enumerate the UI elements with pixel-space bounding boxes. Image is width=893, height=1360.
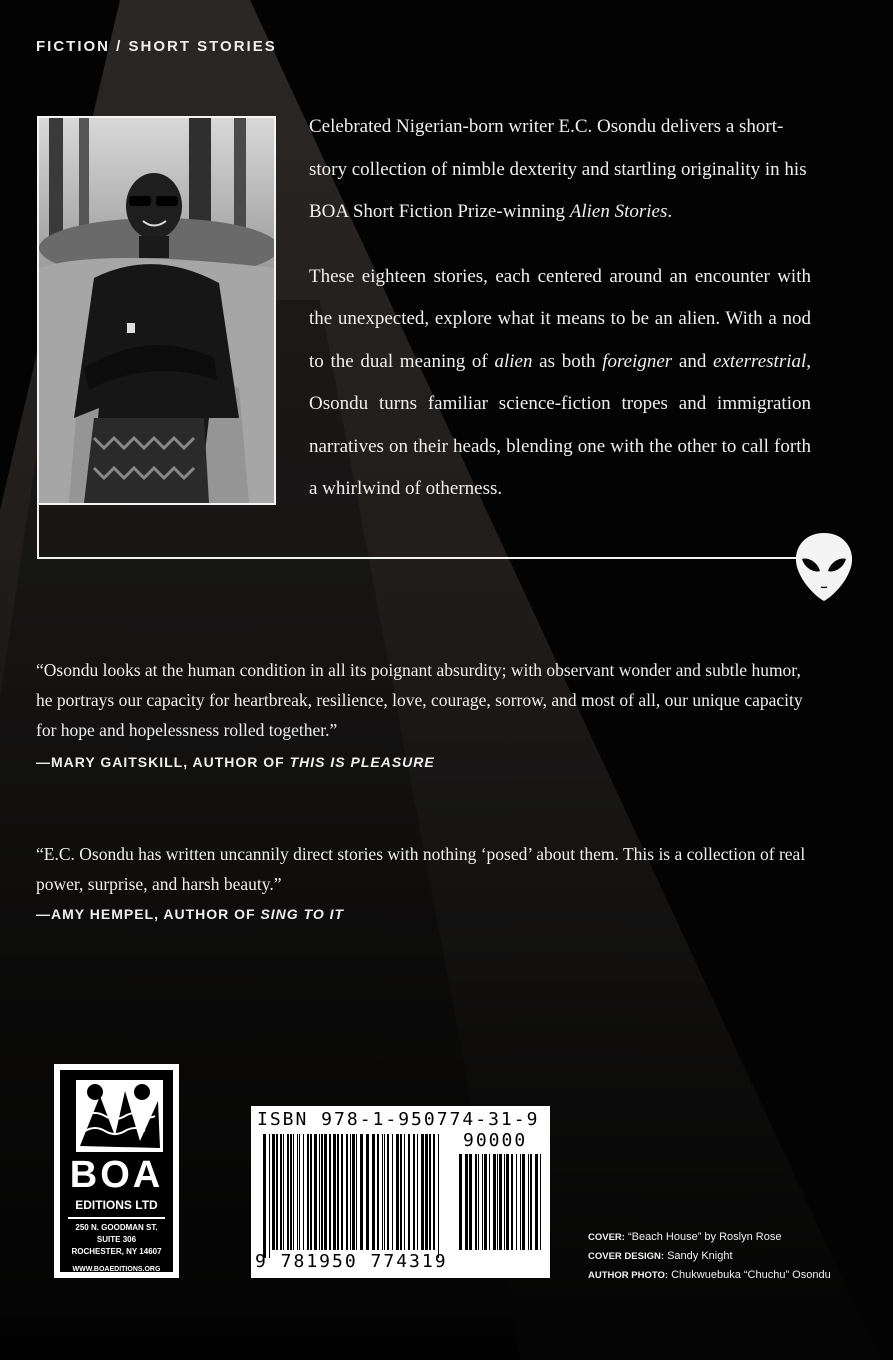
barcode-bar [392, 1134, 393, 1250]
horizontal-rule [37, 557, 797, 559]
description-paragraph-1: Celebrated Nigerian-born writer E.C. Osondu delivers a short-story collection of nimble dexterity and startling originality in his BOA Short Fiction Prize-winning Alien Stories. [309, 116, 807, 222]
barcode-bar [352, 1134, 355, 1250]
barcode-bar [319, 1134, 320, 1250]
publisher-woodcut-emblem [70, 1076, 169, 1156]
author-photo [37, 116, 276, 505]
publisher-divider [68, 1217, 165, 1219]
barcode-bar [310, 1134, 312, 1250]
barcode-bar [493, 1154, 496, 1250]
barcode-bar [377, 1134, 379, 1250]
barcode-bar [287, 1134, 289, 1250]
barcode-bar [425, 1134, 428, 1250]
barcode-bar [528, 1154, 529, 1250]
barcode-bar [293, 1134, 294, 1250]
barcode-bar [324, 1134, 327, 1250]
barcode-bar [366, 1134, 369, 1250]
barcode-bar [421, 1134, 424, 1250]
alien-head-icon [793, 531, 855, 603]
barcode-bar [329, 1134, 331, 1250]
barcode-number: 9 781950 774319 [255, 1251, 448, 1272]
barcode-bar [469, 1154, 472, 1250]
barcode-bar [478, 1154, 479, 1250]
credit-cover: COVER: “Beach House” by Roslyn Rose [588, 1231, 782, 1243]
barcode-bar [321, 1134, 323, 1250]
barcode-bar [489, 1154, 490, 1250]
publisher-name: BOA [69, 1154, 164, 1196]
barcode-bar [314, 1134, 317, 1250]
barcode-bar [276, 1134, 278, 1250]
blurb-quote-2: “E.C. Osondu has written uncannily direct stories with nothing ‘posed’ about them. This is a collection of real power, surprise, and harsh beauty.” [36, 844, 806, 894]
publisher-logo [54, 1064, 179, 1278]
barcode-bar [299, 1134, 300, 1250]
barcode-bar [459, 1154, 462, 1250]
barcode-bar [272, 1134, 275, 1250]
barcode-bar [384, 1134, 385, 1250]
barcode-bar [382, 1134, 383, 1250]
book-description [309, 106, 811, 533]
barcode-bar [506, 1154, 509, 1250]
barcode-bar [400, 1134, 402, 1250]
barcode-bar [540, 1154, 541, 1250]
credit-photo: AUTHOR PHOTO: Chukwuebuka “Chuchu” Osondu [588, 1269, 831, 1281]
price-code: 90000 [463, 1130, 528, 1151]
blurb-quote-1: “Osondu looks at the human condition in all its poignant absurdity; with observant wonder and subtle humor, he portrays our capacity for heartbreak, resilience, love, courage, sorrow, and most of all, our unique capacity for hope and hopelessness rolled together.” [36, 660, 803, 740]
publisher-subtitle: EDITIONS LTD [75, 1198, 158, 1212]
barcode-bar [504, 1154, 505, 1250]
barcode-bar [535, 1154, 538, 1250]
barcode-bar [290, 1134, 292, 1250]
barcode-bar [372, 1134, 375, 1250]
barcode-bar [350, 1134, 351, 1250]
barcode-bar [333, 1134, 336, 1250]
barcode-bar [303, 1134, 304, 1250]
barcode-bar [417, 1134, 418, 1250]
barcode-bar [499, 1154, 502, 1250]
description-paragraph-2: These eighteen stories, each centered around an encounter with the unexpected, explore what it means to be an alien. With a nod to the dual meaning of alien as both foreigner and exterrestrial, Osondu turns familiar science-fiction tropes and immigration narratives on their heads, blending one with the other to call forth a whirlwind of otherness. [309, 265, 812, 499]
barcode-bar [360, 1134, 363, 1250]
barcode-bar [408, 1134, 410, 1250]
publisher-address: 250 N. GOODMAN ST. SUITE 306 ROCHESTER, NY 14607 [71, 1223, 162, 1256]
barcode-bar [283, 1134, 284, 1250]
barcode-bar [522, 1154, 525, 1250]
cover-credits [588, 1228, 831, 1285]
barcode-bar [482, 1154, 483, 1250]
frame-connector-line [37, 505, 39, 559]
credit-design: COVER DESIGN: Sandy Knight [588, 1250, 733, 1262]
barcode-bar [413, 1134, 415, 1250]
barcode-bar [297, 1134, 298, 1250]
isbn-label: ISBN 978-1-950774-31-9 [257, 1109, 540, 1130]
barcode-bar [341, 1134, 343, 1250]
barcode-bar [396, 1134, 399, 1250]
barcode-bar [511, 1154, 513, 1250]
barcode-bar [484, 1154, 487, 1250]
barcode-bar [530, 1154, 532, 1250]
barcode-bar [520, 1154, 521, 1250]
publisher-website: WWW.BOAEDITIONS.ORG [72, 1266, 161, 1273]
barcode-bar [269, 1134, 270, 1258]
barcode-bar [433, 1134, 435, 1250]
category-label: FICTION / SHORT STORIES [36, 38, 277, 55]
barcode-bar [429, 1134, 431, 1250]
barcode-bar [280, 1134, 282, 1250]
isbn-barcode [251, 1106, 550, 1278]
barcode-bar [497, 1154, 498, 1250]
barcode-bar [346, 1134, 348, 1250]
barcode-bar [356, 1134, 357, 1250]
barcode-bar [404, 1134, 405, 1250]
barcode-bar [307, 1134, 309, 1250]
blurb-attribution-1: —MARY GAITSKILL, AUTHOR OF THIS IS PLEASURE [36, 754, 435, 770]
barcode-bar [475, 1154, 477, 1250]
barcode-bar [438, 1134, 439, 1258]
barcode-bar [337, 1134, 339, 1250]
book-title: Alien Stories [569, 201, 668, 222]
barcode-bar [465, 1154, 468, 1250]
barcode-bar [387, 1134, 389, 1250]
barcode-bar [263, 1134, 266, 1258]
barcode-bar [516, 1154, 517, 1250]
blurb-attribution-2: —AMY HEMPEL, AUTHOR OF SING TO IT [36, 906, 345, 922]
